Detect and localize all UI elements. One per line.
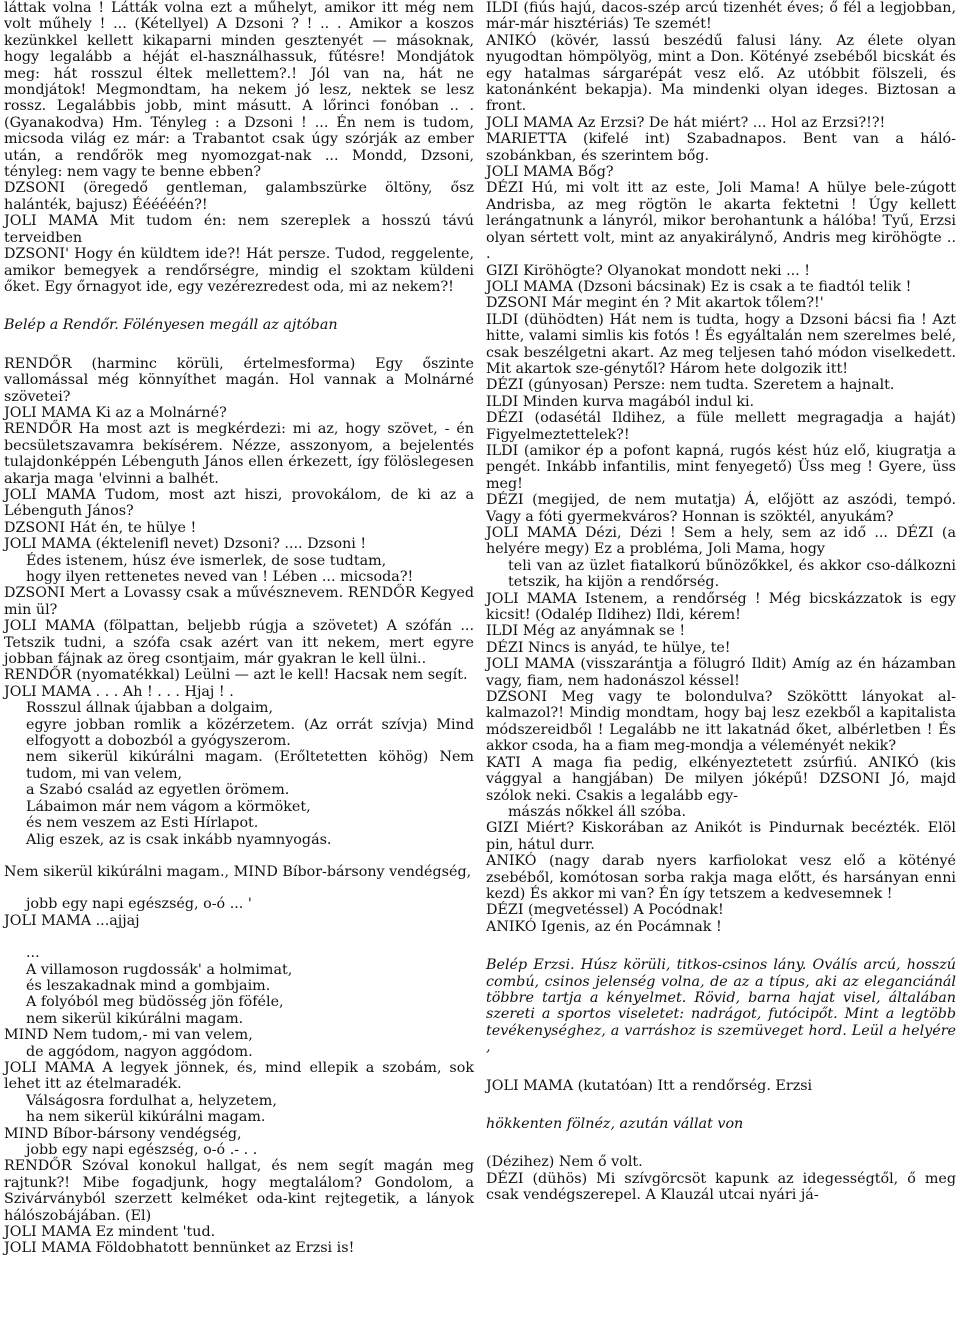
paragraph: a Szabó család az egyetlen örömem. [26,782,290,799]
paragraph: JOLI MAMA Földobhatott bennünket az Erzsi is! [4,1240,355,1257]
paragraph: DZSONI Hát én, te hülye ! [4,519,197,536]
paragraph: DZSONI Meg vagy te bolondulva? Szököttt lányokat al-kalmazol?! Mindig mondtam, hogy baj lesz ezekből a kapitalista módszereidből ! Legalább ne itt lakatnád őket, albérletben ! És akkor csoda, ha a fiam meg-mondja a véleményét nekik? [486,689,956,755]
paragraph: DZSONI Mert a Lovassy csak a művésznevem. RENDŐR Kegyed min ül? [4,585,474,618]
paragraph: ILDI (dühödten) Hát nem is tudta, hogy a Dzsoni bácsi fia ! Azt hitte, valami simlis kis fotós ! És egyáltalán nem szerelmes belé, csak beszélgetni akart. Az meg teljesen tahó módon viselkedett. Mit akartok sze-génytől? Három hete dolgozik itt! [486,311,956,377]
paragraph: teli van az üzlet fiatalkorú bűnözőkkel, és akkor cso-dálkozni tetszik, ha kijön a rendőrség. [508,557,956,591]
paragraph: és nem veszem az Esti Hírlapot. [26,815,259,832]
paragraph: Belép a Rendőr. Fölényesen megáll az ajtóban [4,317,338,334]
paragraph: DZSONI' Hogy én küldtem ide?! Hát persze. Tudod, reggelente, amikor bemegyek a rendőrségre, mindig el szoktam küldeni őket. Egy őrnagyot ide, egy vezérezredest oda, mi az nekem?! [4,246,474,295]
paragraph: DÉZI (megvetéssel) A Pocódnak! [486,902,724,919]
paragraph: MARIETTA (kifelé int) Szabadnapos. Bent van a háló-szobánkban, és szerintem bőg. [486,131,956,164]
paragraph: DÉZI (dühös) Mi szívgörcsöt kapunk az idegességtől, ő meg csak vendégszerepel. A Klauzál utcai nyári já- [486,1170,956,1204]
paragraph: DZSONI (öregedő gentleman, galambszürke öltöny, ősz halánték, bajusz) Éééééén?! [4,180,474,213]
paragraph: RENDŐR Ha most azt is megkérdezi: mi az, hogy szövet, - én becsületszavamra bekísérem. Nézze, asszonyom, a bejelentés tulajdonképpén Lébenguth János ellen érkezett, így fölöslegesen akarja maga 'elvinni a balhét. [4,421,474,487]
paragraph: Alig eszek, az is csak inkább nyamnyogás. [26,831,332,848]
paragraph: JOLI MAMA Bőg? [486,164,614,181]
paragraph: JOLI MAMA ...ajjaj [4,912,140,929]
paragraph: DÉZI (odasétál Ildihez, a füle mellett megragadja a haját) Figyelmeztettelek?! [486,410,956,443]
paragraph: (Dézihez) Nem ő volt. [486,1154,643,1171]
paragraph: ILDI Minden kurva magából indul ki. [486,393,755,410]
paragraph: mászás nőkkel áll szóba. [508,803,686,820]
paragraph: hökkenten fölnéz, azután vállat von [486,1116,744,1132]
paragraph: Nem sikerül kikúrálni magam., MIND Bíbor-bársony vendégség, [4,863,472,880]
paragraph: és leszakadnak mind a gombjaim. [26,977,271,994]
paragraph: A villamoson rugdossák' a holmimat, [26,961,293,978]
paragraph: JOLI MAMA (éktelenifl nevet) Dzsoni? .... Dzsoni ! [4,536,367,553]
paragraph: ILDI Még az anyámnak se ! [486,623,686,640]
paragraph: JOLI MAMA Istenem, a rendőrség ! Még bicskázzatok is egy kicsit! (Odalép Ildihez) Ildi, kérem! [486,590,956,624]
paragraph: MIND Nem tudom,- mi van velem, [4,1027,253,1044]
paragraph: JOLI MAMA Ez mindent 'tud. [4,1224,216,1241]
paragraph: ILDI (fiús hajú, dacos-szép arcú tizenhét éves; ő fél a legjobban, már-már hisztériás) Te szemét! [486,0,956,33]
paragraph: JOLI MAMA A legyek jönnek, és, mind ellepik a szobám, sok lehet itt az ételmaradék. [4,1059,474,1093]
paragraph: jobb egy napi egészség, o-ó ... ' [26,896,252,913]
paragraph: RENDŐR Szóval konokul hallgat, és nem segít magán meg rajtunk?! Mibe fogadjunk, hogy megtalálom? Gondolom, a Szivárványból szerzett kelméket oda-kint rejtegetik, a lányok hálószobájában. (El) [4,1158,474,1224]
paragraph: JOLI MAMA Dézi, Dézi ! Sem a hely, sem az idő ... DÉZI (a helyére megy) Ez a probléma, Joli Mama, hogy [486,525,956,558]
paragraph: Belép Erzsi. Húsz körüli, titkos-csinos lány. Oválís arcú, hosszú combú, csinos jelenség volna, de az a típus, aki az eleganciánál többre tartja a kényelmet. Rövid, barna hajat visel, általában szereti a sportos viseletet: nadrágot, futócipőt. Mint a legtöbb tevékenységhez, a varráshoz is szemüveget hord. Leül a helyére , [486,957,956,1056]
paragraph: GIZI Kiröhögte? Olyanokat mondott neki ... ! [486,262,810,279]
paragraph: jobb egy napi egészség, o-ó .- . . [26,1142,258,1158]
right-column [486,0,956,1204]
paragraph: Válságosra fordulhat a, helyzetem, [26,1092,277,1109]
paragraph: Lábaimon már nem vágom a körmöket, [26,798,311,815]
paragraph: MIND Bíbor-bársony vendégség, [4,1125,242,1142]
paragraph: JOLI MAMA (fölpattan, beljebb rúgja a szövetet) A szófán ... Tetszik tudni, a szófa csak azért van itt nekem, mert egyre jobban fájnak az öreg csontjaim, már gyakran le kell ülni.. [4,618,474,668]
paragraph: ha nem sikerül kikúrálni magam. [26,1109,266,1126]
paragraph: KATI A maga fia pedig, elkényeztetett zsúrfiú. ANIKÓ (kis vággyal a hangjában) De milyen jóképű! DZSONI Jó, majd szólok neki. Csakis a legalább egy- [486,754,956,804]
paragraph: RENDŐR (nyomatékkal) Leülni — azt le kell! Hacsak nem segít. [4,667,468,684]
paragraph: JOLI MAMA (kutatóan) Itt a rendőrség. Erzsi [486,1077,813,1094]
paragraph: ANIKÓ (nagy darab nyers karfiolokat vesz elő a kötényé zsebéből, komótosan sorba rakja maga előtt, és harsányan enni kezd) És akkor mi van? Én így tetszem a kedvesemnek ! [486,853,956,902]
paragraph: ANIKÓ Igenis, az én Pocámnak ! [486,918,722,935]
paragraph: ... [26,945,40,962]
paragraph: JOLI MAMA Az Erzsi? De hát miért? ... Hol az Erzsi?!?! [486,114,886,131]
paragraph: DÉZI Hú, mi volt itt az este, Joli Mama! A hülye bele-zúgott Andrisba, az meg rögtön le akarta fektetni ! Úgy kellett lerángatnunk a lányról, mikor berohantunk a hálóba! Tyű, Erzsi olyan sértett volt, mint az anyakirálynő, Andris meg kiröhögte .. . [486,180,956,263]
paragraph: A folyóból meg büdösség jön föféle, [26,994,284,1011]
paragraph: DÉZI (gúnyosan) Persze: nem tudta. Szeretem a hajnalt. [486,377,895,394]
paragraph: ANIKÓ (kövér, lassú beszédű falusi lány. Az élete olyan nyugodtan hömpölyög, mint a Don. Kötényé zsebéből bicskát és egy hatalmas sárgarépát vesz elő. Az utóbbit fölszeli, és katonánként bekapja). Ma mindenki olyan ideges. Biztosan a front. [486,32,956,115]
paragraph: JOLI MAMA (visszarántja a fölugró Ildit) Amíg az én házamban vagy, fiam, nem hadonászol késsel! [486,656,956,689]
paragraph: JOLI MAMA Mit tudom én: nem szereplek a hosszú távú terveidben [4,213,474,246]
paragraph: JOLI MAMA Tudom, most azt hiszi, provokálom, de ki az a Lébenguth János? [4,486,474,520]
paragraph: Rosszul állnak újabban a dolgaim, [26,700,274,717]
paragraph: JOLI MAMA Ki az a Molnárné? [4,404,227,421]
paragraph: láttak volna ! Látták volna ezt a műhelyt, amikor itt még nem volt műhely ! ... (Kétellyel) A Dzsoni ? ! .. . Amikor a koszos kezünkkel kellett kikaparni minden gesztenyét — másoknak, hogy legalább a héját el-használhassuk, fűtésre! Mondjátok meg: hát rosszul éltek mellettem?.! Jól van na, hát ne mondjátok! Megmondtam, ha nekem jó lesz, nektek se lesz rossz. Legalábbis jobb, mint másutt. A lőrinci fonóban .. . (Gyanakodva) Hm. Tényleg : a Dzsoni ! ... Én nem is tudom, micsoda világ ez már: a Trabantot csak úgy szórják az ember után, a rendőrök meg nyomozgat-nak ... Mondd, Dzsoni, tényleg: nem vagy te benne ebben? [4,0,474,181]
paragraph: DÉZI Nincs is anyád, te hülye, te! [486,639,731,656]
paragraph: de aggódom, nagyon aggódom. [26,1043,253,1060]
paragraph: JOLI MAMA (Dzsoni bácsinak) Ez is csak a te fiadtól telik ! [486,278,912,295]
paragraph: nem sikerül kikúrálni magam. [26,1010,244,1027]
paragraph: hogy ilyen rettenetes neved van ! Lében ... micsoda?! [26,569,414,585]
paragraph: GIZI Miért? Kiskorában az Anikót is Pindurnak becézték. Elöl pin, hátul durr. [486,820,956,853]
paragraph: nem sikerül kikúrálni magam. (Erőltetetten köhög) Nem tudom, mi van velem, [26,749,474,782]
paragraph: ILDI (amikor ép a pofont kapná, rugós kést húz elő, kiugratja a pengét. Inkább infantilis, mint fenyegető) Üss meg ! Gyere, üss meg! [486,442,956,492]
paragraph: DÉZI (megijed, de nem mutatja) Á, előjött az aszódi, tempó. Vagy a fóti gyermekváros? Honnan is szöktél, anyukám? [486,492,956,525]
left-column [4,0,474,1257]
paragraph: DZSONI Már megint én ? Mit akartok tőlem?!' [486,295,824,312]
paragraph: Édes istenem, húsz éve ismerlek, de sose tudtam, [26,552,387,569]
paragraph: egyre jobban romlik a közérzetem. (Az orrát szívja) Mind elfogyott a dobozból a gyógyszerom. [26,716,474,750]
paragraph: RENDŐR (harminc körüli, értelmesforma) Egy őszinte vallomással még könnyíthet magán. Hol vannak a Molnárné szövetei? [4,355,474,405]
paragraph: JOLI MAMA . . . Ah ! . . . Hjaj ! . [4,683,234,700]
